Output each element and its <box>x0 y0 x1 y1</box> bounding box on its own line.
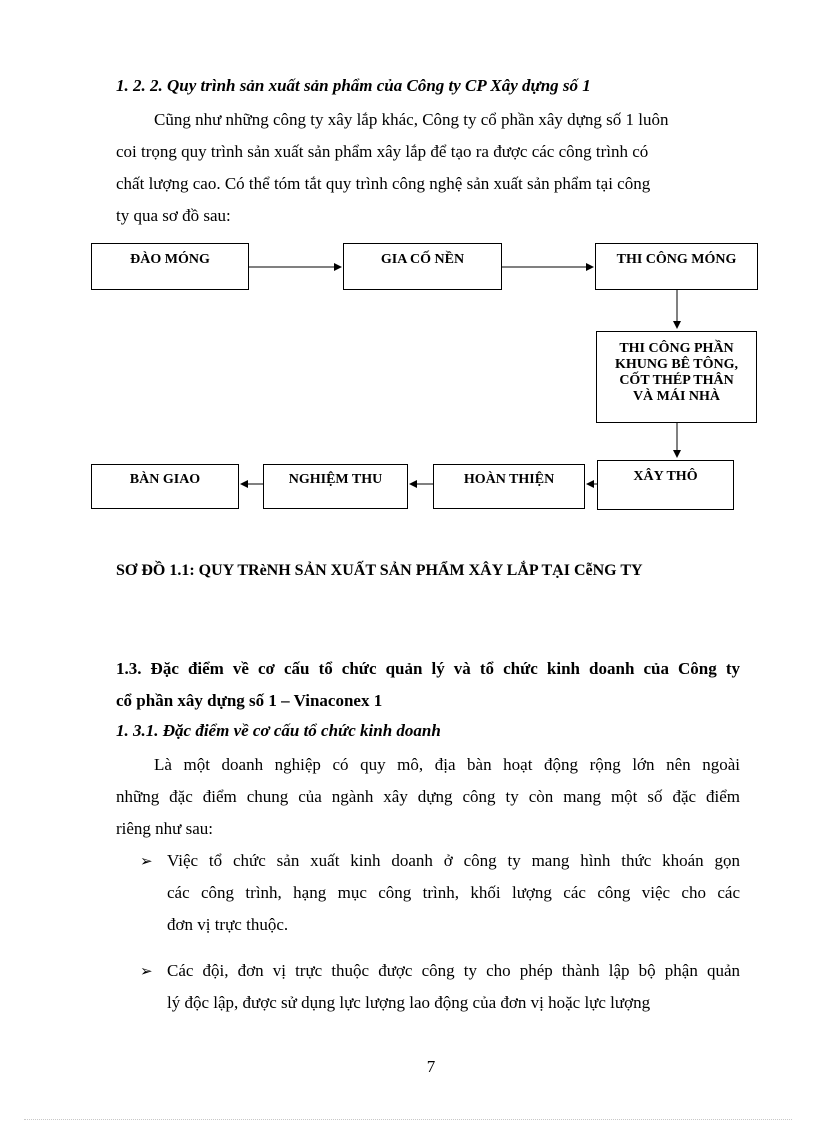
step-label: HOÀN THIỆN <box>463 472 555 487</box>
step-label: XÂY THÔ <box>633 469 698 484</box>
paragraph-line: những đặc điểm chung của ngành xây dựng công ty còn mang một số đặc điểm <box>116 787 740 806</box>
paragraph-line: riêng như sau: <box>116 819 214 838</box>
step-label: NGHIỆM THU <box>288 472 383 487</box>
step-box-hoan-thien <box>433 464 585 509</box>
heading-line: 1.3. Đặc điểm về cơ cấu tổ chức quản lý và tổ chức kinh doanh của Công ty <box>116 659 740 678</box>
bullet-line: Việc tổ chức sản xuất kinh doanh ở công ty mang hình thức khoán gọn <box>167 851 740 870</box>
step-box-thi-cong-mong <box>595 243 758 290</box>
bullet-item <box>167 845 740 941</box>
diagram-caption: SƠ ĐỒ 1.1: QUY TRèNH SẢN XUẤT SẢN PHẨM XÂY LẮP TẠI CễNG TY <box>116 562 643 579</box>
step-label: THI CÔNG MÓNG <box>616 252 737 267</box>
step-box-ban-giao <box>91 464 239 509</box>
step-label: GIA CỐ NỀN <box>380 252 465 267</box>
step-box-thi-cong-phan-khung <box>596 331 757 423</box>
step-box-xay-tho <box>597 460 734 510</box>
step-label-line: VÀ MÁI NHÀ <box>632 389 721 404</box>
paragraph-line: Cũng như những công ty xây lắp khác, Công ty cổ phần xây dựng số 1 luôn <box>154 110 669 129</box>
step-label: ĐÀO MÓNG <box>130 252 210 267</box>
paragraph-line: ty qua sơ đồ sau: <box>116 206 231 225</box>
arrow-bullet-icon: ➢ <box>140 964 153 980</box>
step-box-dao-mong <box>91 243 249 290</box>
org-paragraph <box>116 749 740 845</box>
step-label-line: THI CÔNG PHẦN <box>619 341 734 356</box>
page-number: 7 <box>426 1057 436 1076</box>
step-label-line: CỐT THÉP THÂN <box>619 373 734 388</box>
step-box-nghiem-thu <box>263 464 408 509</box>
bullet-line: các công trình, hạng mục công trình, khối lượng các công việc cho các <box>167 883 740 902</box>
paragraph-line: coi trọng quy trình sản xuất sản phẩm xây lắp để tạo ra được các công trình có <box>116 142 649 161</box>
section-heading-1-2-2: 1. 2. 2. Quy trình sản xuất sản phẩm của Công ty CP Xây dựng số 1 <box>116 76 591 95</box>
section-heading-1-3 <box>116 653 740 717</box>
arrow-bullet-icon: ➢ <box>140 854 153 870</box>
heading-line: cổ phần xây dựng số 1 – Vinaconex 1 <box>116 691 383 710</box>
page-bottom-divider <box>24 1119 792 1120</box>
bullet-line: đơn vị trực thuộc. <box>167 915 289 934</box>
bullet-line: lý độc lập, được sử dụng lực lượng lao động của đơn vị hoặc lực lượng <box>167 993 651 1012</box>
bullet-item <box>167 955 740 1019</box>
paragraph-line: chất lượng cao. Có thể tóm tắt quy trình công nghệ sản xuất sản phẩm tại công <box>116 174 651 193</box>
step-label: BÀN GIAO <box>129 472 201 487</box>
step-label-line: KHUNG BÊ TÔNG, <box>614 357 739 372</box>
bullet-line: Các đội, đơn vị trực thuộc được công ty cho phép thành lập bộ phận quản <box>167 961 740 980</box>
section-heading-1-3-1: 1. 3.1. Đặc điểm về cơ cấu tổ chức kinh doanh <box>116 721 441 740</box>
step-box-gia-co-nen <box>343 243 502 290</box>
paragraph-line: Là một doanh nghiệp có quy mô, địa bàn hoạt động rộng lớn nên ngoài <box>154 755 740 774</box>
